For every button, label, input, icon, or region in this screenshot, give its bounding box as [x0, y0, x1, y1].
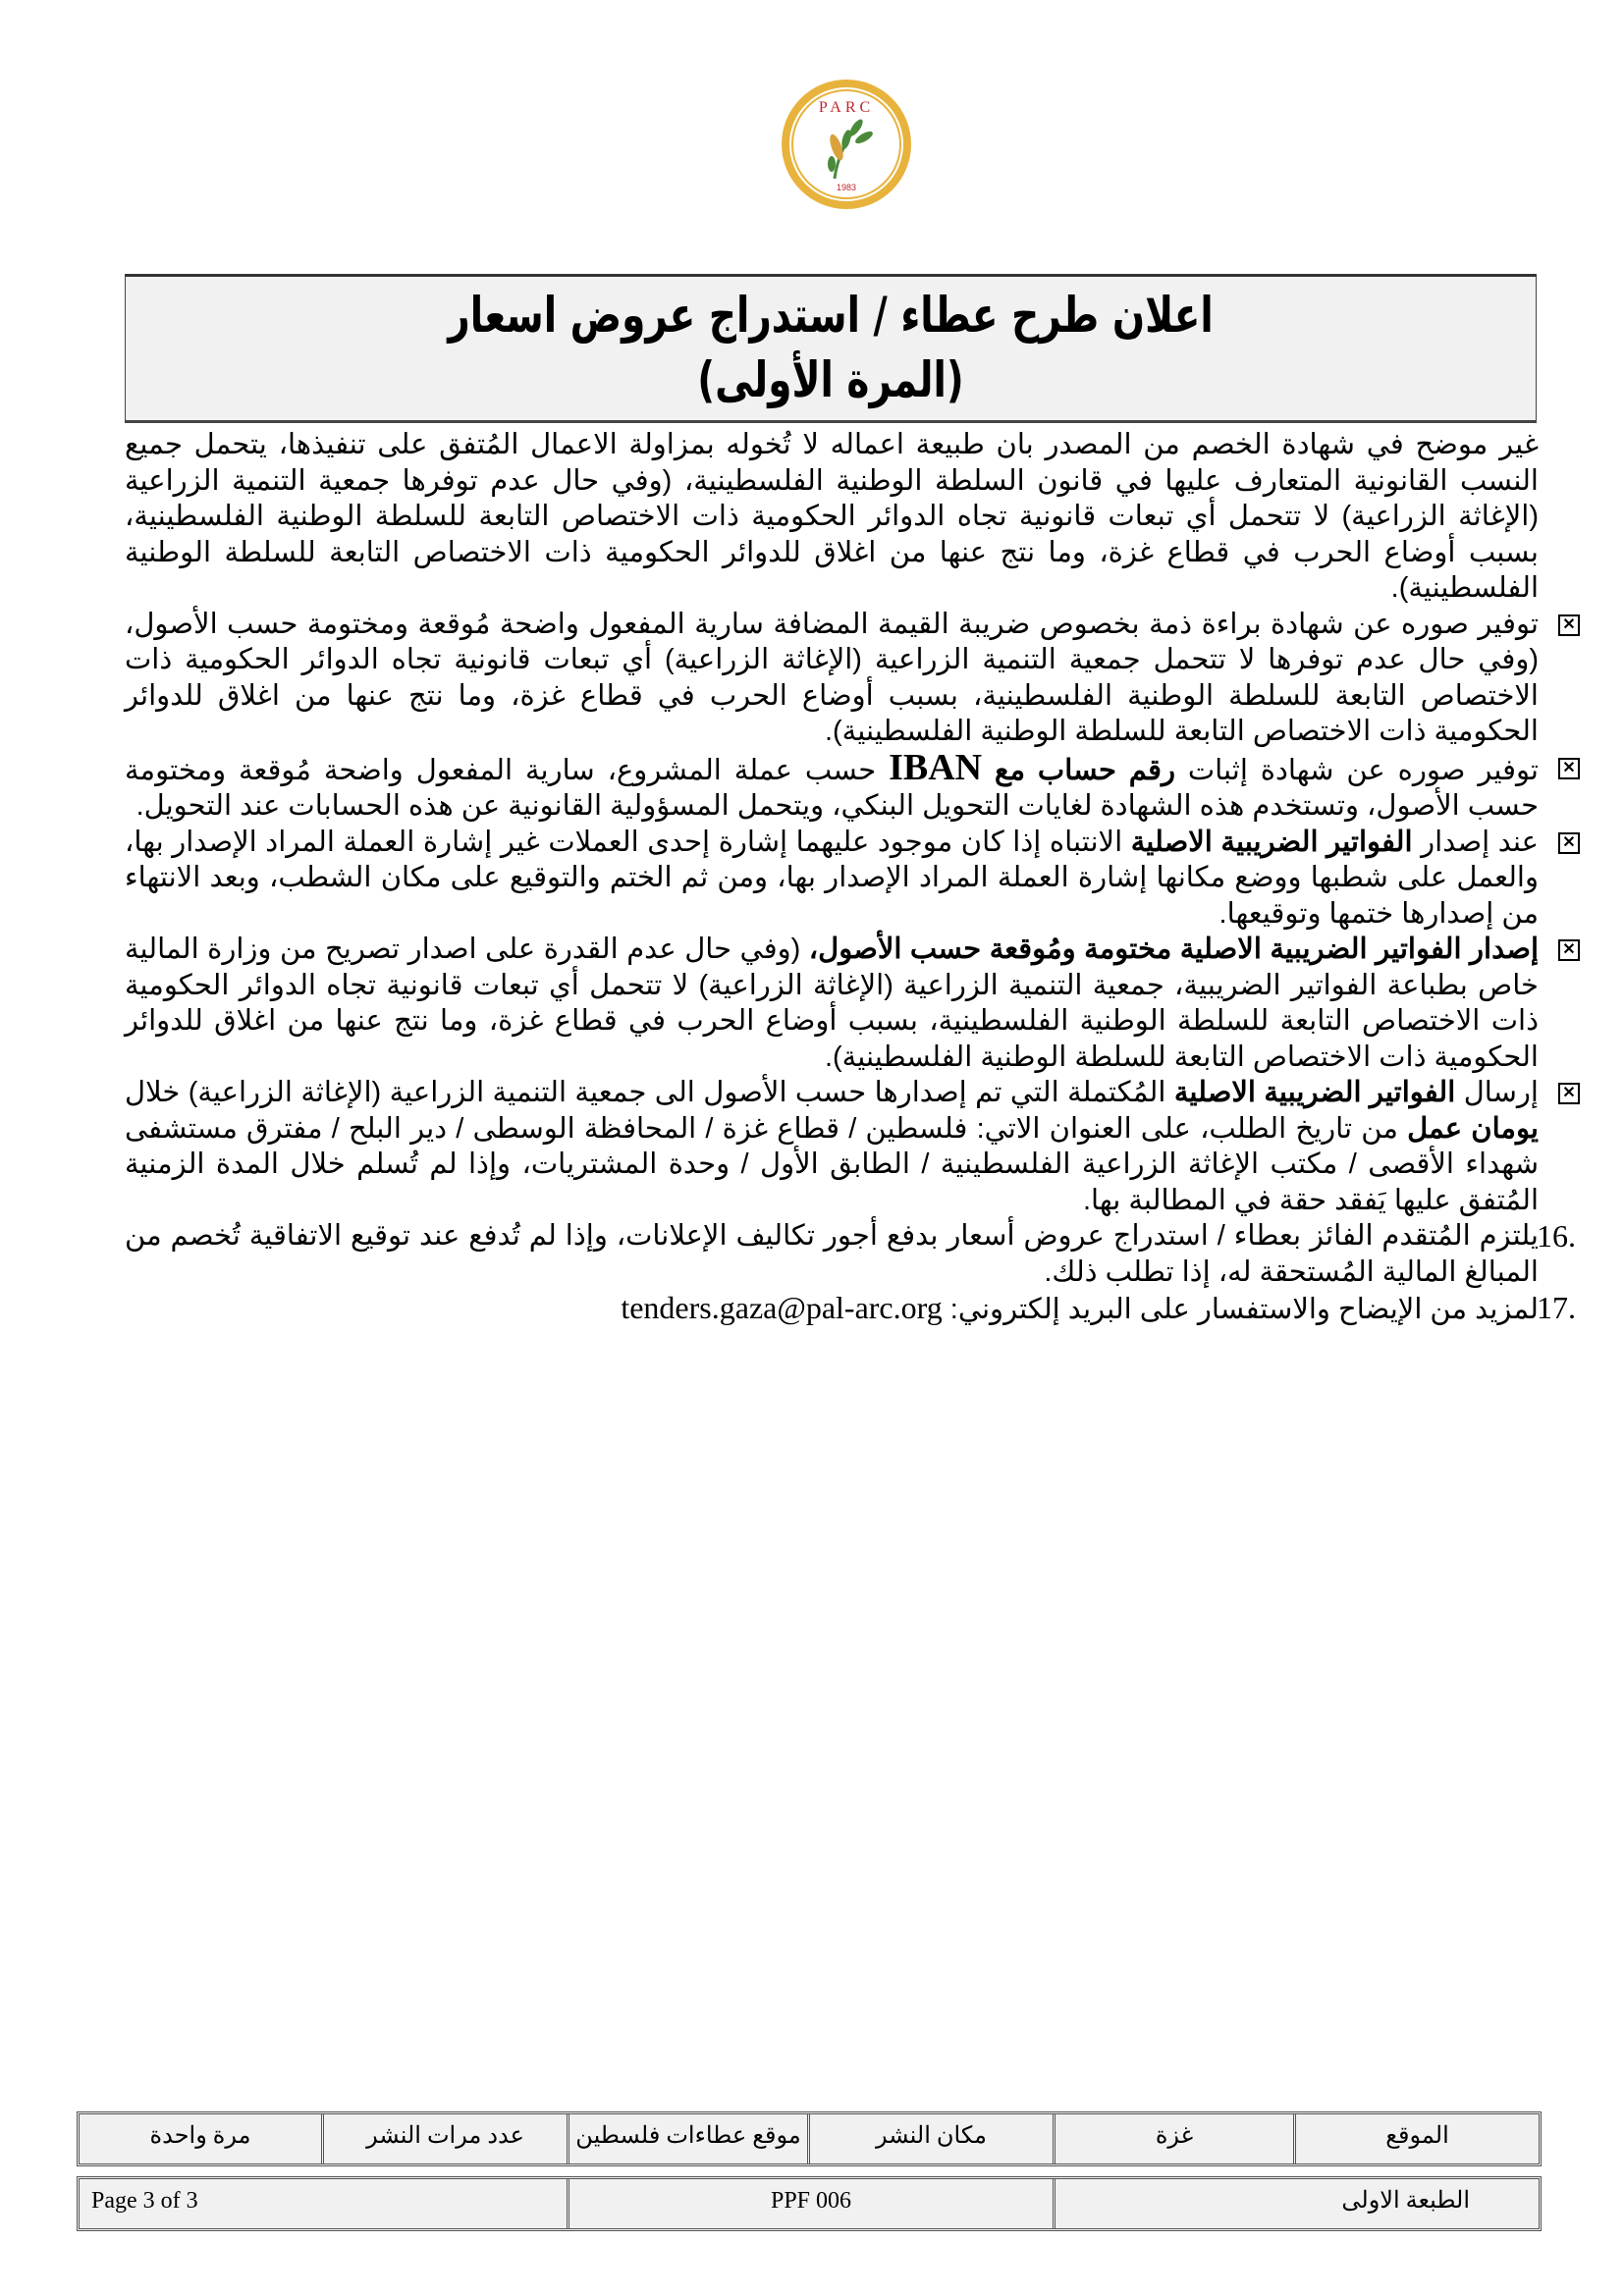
footer-cell-location-label: الموقع — [1293, 2114, 1539, 2163]
numbered-item-16 — [125, 1218, 1576, 1290]
checkbox-x-icon: ✕ — [1558, 614, 1580, 636]
footer-cell-place-value: موقع عطاءات فلسطين — [567, 2114, 807, 2163]
footer-cell-place-label: مكان النشر — [807, 2114, 1053, 2163]
footer-cell-page-number: Page 3 of 3 — [91, 2188, 198, 2214]
item-number: 17. — [1537, 1290, 1576, 1325]
bullet-bold-text: الفواتير الضريبية الاصلية — [1130, 826, 1413, 858]
bullet-item — [125, 825, 1576, 933]
bullet-text: توفير صوره عن شهادة إثبات — [1174, 754, 1540, 786]
bullet-item — [125, 607, 1576, 750]
bullet-text: المُكتملة التي تم إصدارها حسب الأصول الى جمعية التنمية الزراعية (الإغاثة الزراعية) خلال — [125, 1077, 1174, 1108]
footer-cell-edition: الطبعة الاولى — [1053, 2179, 1539, 2228]
bullet-text: عند إصدار — [1412, 826, 1539, 858]
numbered-item-17 — [125, 1290, 1576, 1328]
bullet-item — [125, 932, 1576, 1075]
footer-cell-count-label: عدد مرات النشر — [321, 2114, 567, 2163]
checkbox-x-icon: ✕ — [1558, 1083, 1580, 1104]
bullet-bold-text: رقم حساب مع — [995, 754, 1175, 786]
bullet-text: حسب عملة المشروع، سارية المفعول واضحة مُوقعة ومختومة حسب الأصول، وتستخدم هذه الشهادة لغايات التحويل البنكي، ويتحمل المسؤولية القانونية عن هذه الحسابات عند التحويل. — [125, 754, 1539, 822]
numbered-text: يلتزم المُتقدم الفائز بعطاء / استدراج عروض أسعار بدفع أجور تكاليف الإعلانات، وإذا لم تُدفع عند توقيع الاتفاقية تُخصم من المبالغ المالية المُستحقة له، إذا تطلب ذلك. — [125, 1220, 1539, 1288]
document-body — [125, 427, 1576, 1328]
page-subtitle: (المرة الأولى) — [697, 351, 964, 408]
bullet-item — [125, 1075, 1576, 1218]
bullet-bold-text: إصدار الفواتير الضريبية الاصلية مختومة ومُوقعة حسب الأصول، — [808, 934, 1540, 965]
footer-cell-form-code: PPF 006 — [567, 2179, 1053, 2228]
bullet-text: إرسال — [1455, 1077, 1539, 1108]
bullet-text: الانتباه إذا كان موجود عليهما إشارة إحدى العملات غير إشارة العملة المراد الإصدار بها، والعمل على شطبها ووضع مكانها إشارة العملة المراد الإصدار بها، ومن ثم الختم والتوقيع على مكان الشطب، وبعد الانتهاء من إصدارها ختمها وتوقيعها. — [125, 826, 1539, 930]
item-number: 16. — [1537, 1218, 1576, 1254]
parc-logo — [778, 71, 915, 218]
checkbox-x-icon: ✕ — [1558, 758, 1580, 779]
bullet-text: من تاريخ الطلب، على العنوان الاتي: فلسطين / قطاع غزة / المحافظة الوسطى / دير البلح / مفترق مستشفى شهداء الأقصى / مكتب الإغاثة الزراعية الفلسطينية / الطابق الأول / وحدة المشتريات، وإذا لم تُسلم خلال المدة الزمنية المُتفق عليها يَفقد حقة في المطالبة بها. — [125, 1112, 1539, 1216]
footer-table — [77, 2111, 1542, 2231]
announcement-title-box — [125, 274, 1537, 423]
footer-row-publication — [77, 2111, 1542, 2166]
checkbox-x-icon: ✕ — [1558, 832, 1580, 854]
footer-cell-count-value: مرة واحدة — [149, 2123, 251, 2149]
checkbox-x-icon: ✕ — [1558, 939, 1580, 961]
bullet-bold-text: الفواتير الضريبية الاصلية — [1173, 1077, 1456, 1108]
bullet-text: (وفي حال عدم القدرة على اصدار تصريح من وزارة المالية خاص بطباعة الفواتير الضريبية، جمعية التنمية الزراعية (الإغاثة الزراعية) لا تتحمل أي تبعات قانونية تجاه الدوائر الحكومية ذات الاختصاص التابعة للسلطة الوطنية الفلسطينية، بسبب أوضاع الحرب في قطاع غزة، وما نتج عنها من اغلاق للدوائر الحكومية ذات الاختصاص التابعة للسلطة الوطنية الفلسطينية). — [125, 934, 1539, 1073]
bullet-bold-text: يومان عمل — [1407, 1112, 1539, 1145]
iban-text: IBAN — [889, 746, 983, 788]
page-title: اعلان طرح عطاء / استدراج عروض اسعار — [448, 287, 1214, 344]
bullet-text: توفير صوره عن شهادة براءة ذمة بخصوص ضريبة القيمة المضافة سارية المفعول واضحة مُوقعة ومختومة حسب الأصول، (وفي حال عدم توفرها لا تتحمل جمعية التنمية الزراعية (الإغاثة الزراعية) أي تبعات قانونية تجاه الدوائر الحكومية ذات الاختصاص التابعة للسلطة الوطنية الفلسطينية، بسبب أوضاع الحرب في قطاع غزة، وما نتج عنها من اغلاق للدوائر الحكومية ذات الاختصاص التابعة للسلطة الوطنية الفلسطينية). — [125, 608, 1539, 747]
bullet-item — [125, 746, 1576, 825]
parc-logo-graphic — [778, 71, 915, 218]
email-link[interactable]: tenders.gaza@pal-arc.org — [621, 1290, 943, 1325]
logo-year: 1983 — [836, 183, 857, 192]
footer-row-document — [77, 2176, 1542, 2231]
intro-paragraph: غير موضح في شهادة الخصم من المصدر بان طبيعة اعماله لا تُخوله بمزاولة الاعمال المُتفق على تنفيذها، يتحمل جميع النسب القانونية المتعارف عليها في قانون السلطة الوطنية الفلسطينية، (وفي حال عدم توفرها جمعية التنمية الزراعية (الإغاثة الزراعية) لا تتحمل أي تبعات قانونية تجاه الدوائر الحكومية ذات الاختصاص التابعة للسلطة الوطنية الفلسطينية، بسبب أوضاع الحرب في قطاع غزة، وما نتج عنها من اغلاق للدوائر الحكومية ذات الاختصاص التابعة للسلطة الوطنية الفلسطينية). — [125, 429, 1539, 604]
footer-cell-location-value: غزة — [1053, 2114, 1293, 2163]
numbered-text: لمزيد من الإيضاح والاستفسار على البريد إلكتروني: — [942, 1294, 1539, 1325]
logo-acronym: PARC — [818, 99, 875, 116]
